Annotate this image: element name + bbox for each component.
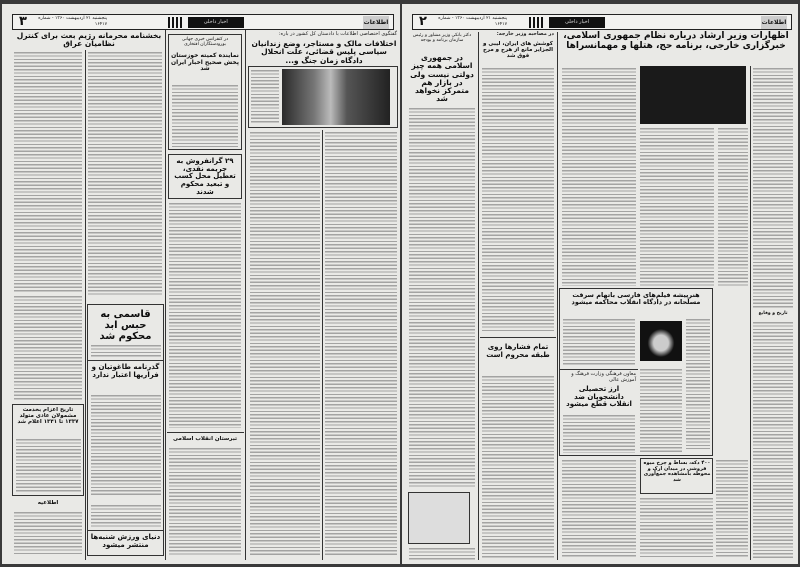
issue-date: پنجشنبه ۲۱ اردیبهشت ۱۳۶۰ - شماره ۱۶۴۱۷ <box>38 16 107 27</box>
article-box <box>168 34 242 150</box>
page-header <box>12 14 394 30</box>
divider <box>560 369 638 370</box>
article-text <box>91 345 161 357</box>
article-box <box>168 154 242 199</box>
page-number: ۲ <box>419 14 427 29</box>
column-rule <box>557 32 558 560</box>
header-bars-decoration <box>168 17 182 28</box>
headline: تمام فشارها روی طبقه محروم است <box>486 343 550 359</box>
headline: در جمهوری اسلامی همه چیز دولتی نیست ولی در بازار هم متمرکز نخواهد شد <box>410 53 474 104</box>
page-number: ۳ <box>19 14 27 29</box>
newspaper-logo: اطلاعات <box>761 16 787 29</box>
headline: ۴۰۰ دکه، بساط و چرخ میوه فروشی در میدان ارک و محوطه بامشاهده جمع‌آوری شد <box>643 460 711 483</box>
article-box <box>87 304 164 556</box>
left-page <box>2 4 400 564</box>
header-bars-decoration <box>529 17 543 28</box>
headline: اطلاعیه <box>37 500 59 506</box>
column-rule <box>322 130 323 560</box>
article-text <box>482 376 554 558</box>
article-text <box>172 85 238 147</box>
article-kicker: معاون فرهنگی وزارت فرهنگ و آموزش عالی <box>571 371 636 383</box>
column-rule <box>478 32 479 560</box>
page-header <box>412 14 792 30</box>
main-headline: اظهارات وزیر ارشاد درباره نظام جمهوری اسلامی، خبرگزاری خارجی، برنامه حج، هتلها و مهمانسراها <box>563 31 789 51</box>
column-rule <box>85 50 86 560</box>
article-text <box>753 322 793 558</box>
article-box <box>640 458 713 494</box>
article-text <box>640 128 714 286</box>
headline: اختلافات مالک و مستاجر، وضع زندانیان سیاسی پلیس قضائی، علت انحلال دادگاه زمان جنگ و... <box>251 39 397 65</box>
article-text <box>640 498 713 558</box>
article-text <box>563 319 635 365</box>
divider <box>480 337 556 338</box>
headline: هنرپیشه فیلم‌های فارسی باتهام سرقت مسلحانه در دادگاه انقلاب محاکمه میشود <box>571 291 701 307</box>
article-text <box>14 52 82 292</box>
article-text <box>563 415 635 453</box>
headline: نماینده کمیته خوزستان پخش صحیح اخبار ایران شد <box>171 52 239 73</box>
article-box <box>559 288 713 456</box>
photo <box>640 66 746 124</box>
portrait-photo <box>640 321 682 361</box>
headline: ارز تحصیلی دانشجویان ضد انقلاب قطع میشود <box>566 385 632 409</box>
divider <box>167 432 244 433</box>
headline: کوشش های ایران، لیبی و الجزایر مانع از هرج و مرج فوق شد <box>482 41 554 60</box>
article-text <box>88 52 162 297</box>
article-text <box>409 108 475 488</box>
divider <box>88 530 163 531</box>
issue-date: پنجشنبه ۲۱ اردیبهشت ۱۳۶۰ - شماره ۱۶۴۱۷ <box>438 16 507 27</box>
divider <box>88 360 163 361</box>
headline: بخشنامه محرمانه رژیم بعث برای کنترل نظامیان عراق <box>16 31 162 49</box>
article-text <box>562 68 636 286</box>
article-text <box>169 448 241 556</box>
article-text <box>640 369 682 453</box>
article-text <box>16 439 81 493</box>
article-text <box>716 460 748 558</box>
headline: تبرستان انقلاب اسلامی <box>172 436 238 442</box>
right-page <box>402 4 798 564</box>
column-rule <box>245 30 246 560</box>
newspaper-logo: اطلاعات <box>363 16 389 29</box>
article-kicker: در مصاحبه وزیر خارجه: <box>496 31 554 37</box>
article-text <box>753 68 793 308</box>
column-rule <box>750 66 751 560</box>
article-kicker: در کنفرانس خبری جهانی بورودستگاران افتخاری <box>181 37 229 47</box>
article-kicker: دکتر بانکی وزیر مشاور و رئیس سازمان برنامه و بودجه <box>412 33 472 43</box>
article-text <box>14 512 82 556</box>
article-text <box>718 128 748 286</box>
headline: تاریخ اعزام بخدمت مشمولان عادی متولد ۱۳۳۷ تا ۱۳۴۱ اعلام شد <box>17 407 79 426</box>
article-box <box>12 404 84 496</box>
column-rule <box>165 30 166 560</box>
section-label: اخبار داخلی <box>188 17 244 28</box>
article-kicker: گفتگوی اختصاصی اطلاعات با دادستان کل کشور در باره: <box>278 31 397 37</box>
photo <box>282 69 390 125</box>
article-text <box>482 68 554 332</box>
article-text <box>325 132 397 557</box>
headline: قاسمی به حبس ابد محکوم شد <box>99 309 152 342</box>
headline: دنیای ورزش شنبه‌ها منتشر میشود <box>90 533 161 549</box>
article-text <box>169 203 241 428</box>
article-text <box>409 548 475 560</box>
article-text <box>14 296 82 400</box>
headline: گذرنامه طاغوتیان و فراریها اعتبار ندارد <box>91 363 160 379</box>
newspaper-emblem <box>408 492 470 544</box>
section-label: اخبار داخلی <box>549 17 605 28</box>
article-text <box>91 395 161 497</box>
photo-caption-text <box>251 70 279 124</box>
headline: ۲۹ گرانفروش به جریمه نقدی، تعطیل محل کسب و تبعید محکوم شدند <box>174 157 236 196</box>
article-text <box>250 132 320 557</box>
article-text <box>686 319 710 449</box>
article-text <box>91 505 161 527</box>
headline: تاریخ و وقایع <box>758 311 788 316</box>
article-text <box>562 460 636 558</box>
